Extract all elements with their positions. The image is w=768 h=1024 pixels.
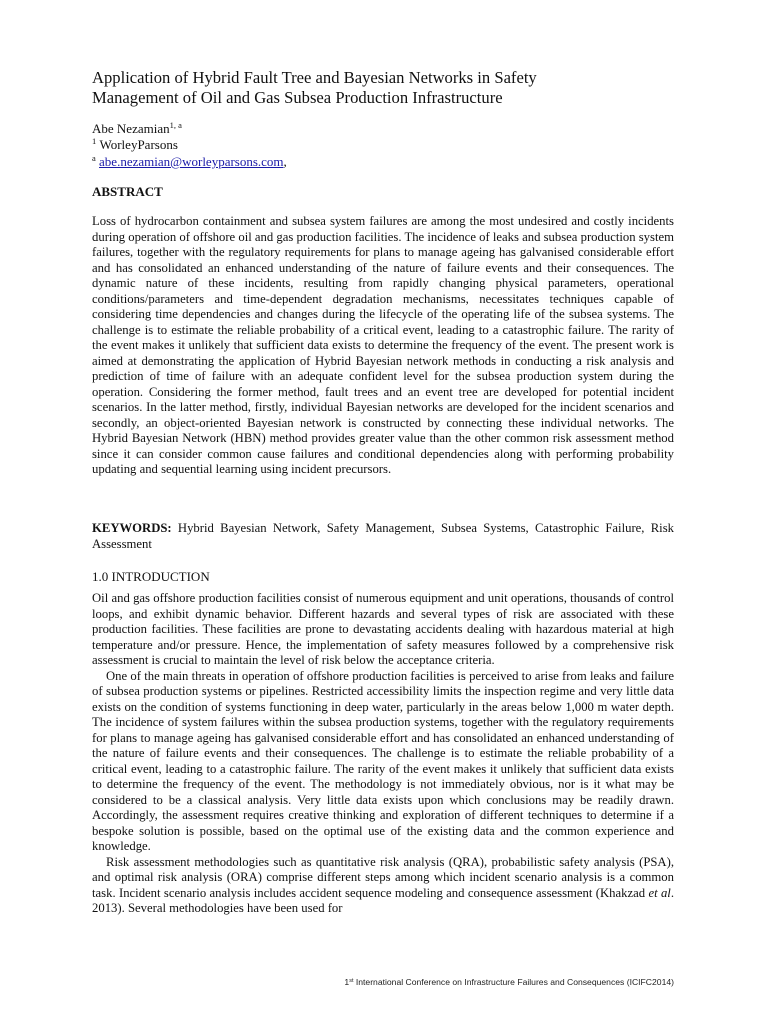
introduction-paragraph-3 [92,855,674,917]
email-link[interactable]: abe.nezamian@worleyparsons.com [99,154,284,169]
introduction-paragraph-2: One of the main threats in operation of offshore production facilities is perceived to arise from leaks and failure of subsea production systems or pipelines. Restricted accessibility limits the inspection regime and very little data exists on the condition of systems functioning in deep water, particularly in the areas below 1,000 m water depth. The incidence of system failures within the subsea production systems, together with the regulatory requirements for plans to manage ageing has galvanised considerable effort and has consolidated an enhanced understanding of the nature of failure events and their consequences. The challenge is to estimate the reliable probability of a critical event, leading to a catastrophic failure. The rarity of the event makes it unlikely that sufficient data exists to determine the frequency of the event. The methodology is not immediately obvious, nor is it what may be considered to be a classical analysis. Very little data exists upon which conclusions may be readily drawn. Accordingly, the assessment requires creative thinking and exploration of different techniques to determine if a bespoke solution is possible, based on the optimal use of the existing data and the common experience and knowledge. [92,668,674,853]
affiliation-superscript: 1 [92,136,97,146]
paper-page [92,0,674,1024]
paragraph-3-text-end: . 2013). Several methodologies have been used for [92,885,674,915]
paper-title [92,68,674,108]
footer-text: International Conference on Infrastructure Failures and Consequences (ICIFC2014) [353,977,674,987]
citation-et-al: et al [648,885,671,900]
author-name: Abe Nezamian [92,121,170,136]
title-line-2: Management of Oil and Gas Subsea Production Infrastructure [92,88,503,107]
email-superscript: a [92,153,96,163]
page-footer [344,977,674,988]
introduction-heading: 1.0 INTRODUCTION [92,569,210,584]
abstract-text: Loss of hydrocarbon containment and subsea system failures are among the most undesired and costly incidents during operation of offshore oil and gas production facilities. The incidence of leaks and subsea production system failures, together with the regulatory requirements for plans to manage ageing has galvanised considerable effort and has consolidated an enhanced understanding of the nature of failure events and their consequences. The dynamic nature of these incidents, resulting from rapidly changing physical parameters, operational conditions/parameters and time-dependent degradation mechanisms, necessitates techniques capable of considering time dependencies and changes during the lifecycle of the operating life of the subsea systems. The challenge is to estimate the reliable probability of a critical event, leading to a catastrophic failure. The rarity of the event makes it unlikely that sufficient data exists to determine the frequency of the event. The present work is aimed at demonstrating the application of Hybrid Bayesian network methods in conducting a risk analysis and prediction of time of failure with an adequate confident level for the subsea production system during the operation. Considering the former method, fault trees and an event tree are developed for potential incident scenarios. In the latter method, firstly, individual Bayesian networks are developed for the incident scenarios and secondly, an object-oriented Bayesian network is constructed by connecting these individual networks. The Hybrid Bayesian Network (HBN) method provides greater value than the other common risk assessment method since it can consider common cause failures and conditional dependencies along with performing probability updating and sequential learning using incident precursors. [92,214,674,476]
footer-number: 1 [344,977,350,987]
author-line [92,121,182,137]
paragraph-3-text-start: Risk assessment methodologies such as quantitative risk analysis (QRA), probabilistic safety analysis (PSA), and optimal risk analysis (ORA) comprise different steps among which incident scenario analysis is a common task. Incident scenario analysis includes accident sequence modeling and consequence assessment (Khakzad [92,854,674,900]
keywords-label: KEYWORDS: [92,521,172,535]
footer-superscript: st [349,978,354,984]
abstract-heading: ABSTRACT [92,184,163,199]
introduction-paragraph-1: Oil and gas offshore production facilities consist of numerous equipment and unit operations, thousands of control loops, and exhibit dynamic behavior. Different hazards and several types of risk are associated with these production facilities. These facilities are prone to devastating accidents dealing with hazardous material at high temperature and/or pressure. Hence, the implementation of safety measures followed by a comprehensive risk assessment is crucial to maintain the level of risk below the acceptance criteria. [92,591,674,667]
title-line-1: Application of Hybrid Fault Tree and Bayesian Networks in Safety [92,68,537,87]
email-line [92,154,287,170]
keywords-paragraph [92,521,674,552]
keywords-text: Hybrid Bayesian Network, Safety Management, Subsea Systems, Catastrophic Failure, Risk Assessment [92,521,674,551]
introduction-body [92,591,674,917]
affiliation-name: WorleyParsons [99,137,178,152]
affiliation-line [92,137,178,153]
email-suffix: , [283,154,287,169]
author-superscript: 1, a [169,120,182,130]
